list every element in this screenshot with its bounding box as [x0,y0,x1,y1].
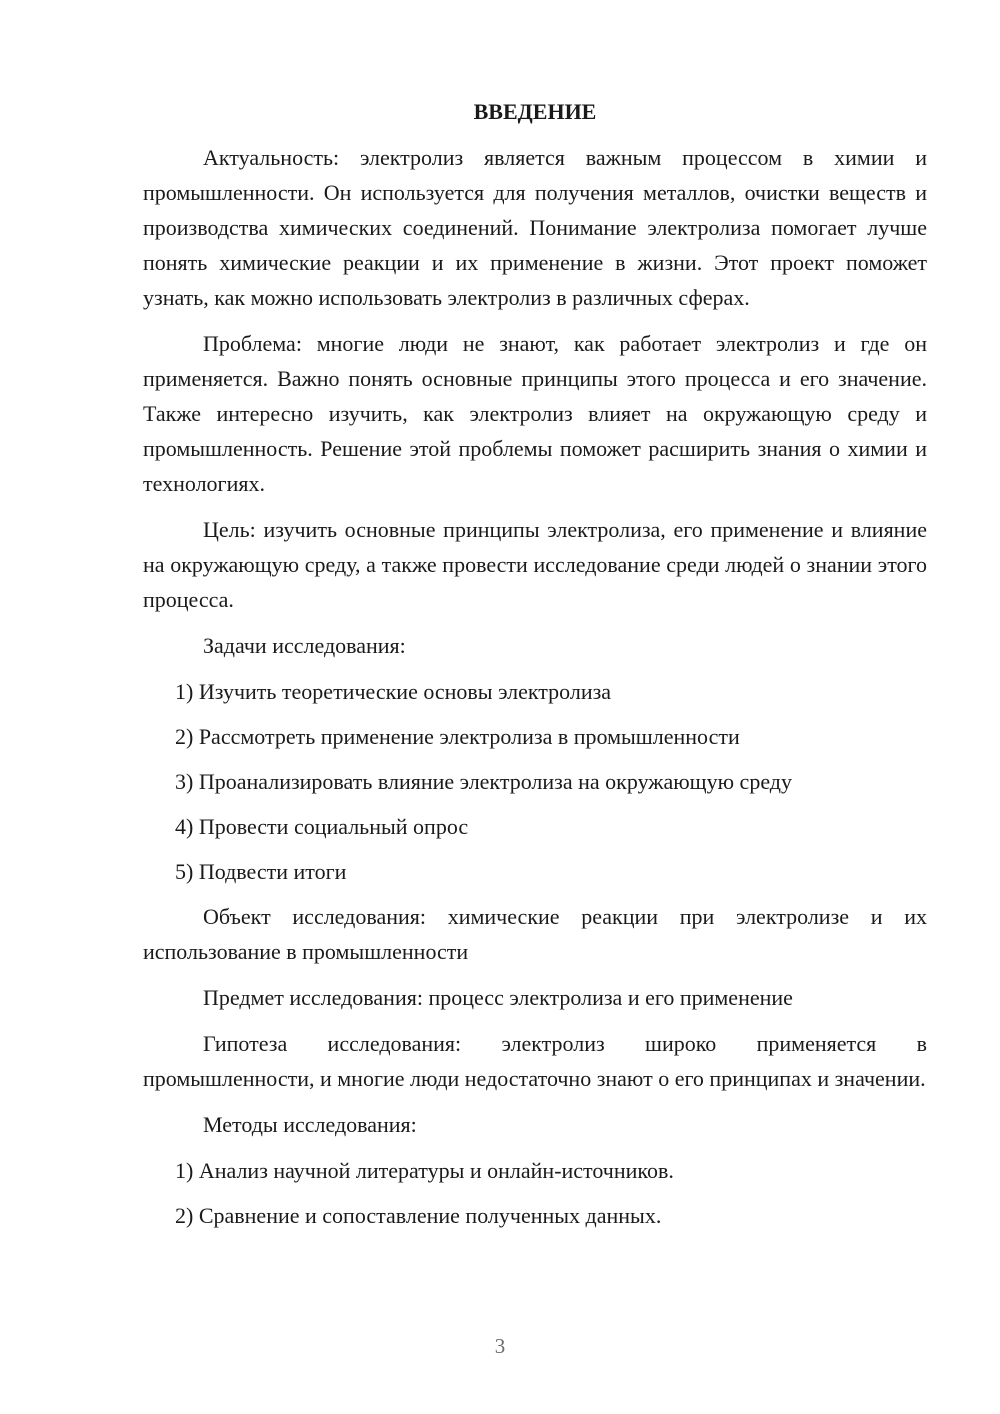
section-title: ВВЕДЕНИЕ [473,99,597,124]
list-item: 3) Проанализировать влияние электролиза на окружающую среду [175,769,792,794]
paragraph-problem: Проблема: многие люди не знают, как работает электролиз и где он применяется. Важно понять основные принципы этого процесса и его значение. Также интересно изучить, как электролиз влияет на окружающую среду и промышленность. Решение этой проблемы поможет расширить знания о химии и технологиях. [143,331,927,496]
list-item: 5) Подвести итоги [175,859,347,884]
paragraph-goal: Цель: изучить основные принципы электролиза, его применение и влияние на окружающую среду, а также провести исследование среди людей о знании этого процесса. [143,517,927,612]
paragraph-relevance: Актуальность: электролиз является важным процессом в химии и промышленности. Он используется для получения металлов, очистки веществ и производства химических соединений. Понимание электролиза помогает лучше понять химические реакции и их применение в жизни. Этот проект поможет узнать, как можно использовать электролиз в различных сферах. [143,145,927,310]
page-number: 3 [494,1334,506,1358]
paragraph-subject: Предмет исследования: процесс электролиза и его применение [203,985,793,1010]
tasks-list [143,674,927,889]
tasks-heading: Задачи исследования: [203,633,406,658]
paragraph-object: Объект исследования: химические реакции при электролизе и их использование в промышленности [143,904,927,964]
list-item: 2) Рассмотреть применение электролиза в промышленности [175,724,740,749]
list-item: 1) Анализ научной литературы и онлайн-источников. [175,1158,674,1183]
methods-list [143,1153,927,1233]
methods-heading: Методы исследования: [203,1112,417,1137]
list-item: 4) Провести социальный опрос [175,814,469,839]
paragraph-hypothesis: Гипотеза исследования: электролиз широко применяется в промышленности, и многие люди недостаточно знают о его принципах и значении. [143,1031,927,1091]
page-content [143,94,927,1243]
list-item: 1) Изучить теоретические основы электролиза [175,679,612,704]
list-item: 2) Сравнение и сопоставление полученных данных. [175,1203,662,1228]
